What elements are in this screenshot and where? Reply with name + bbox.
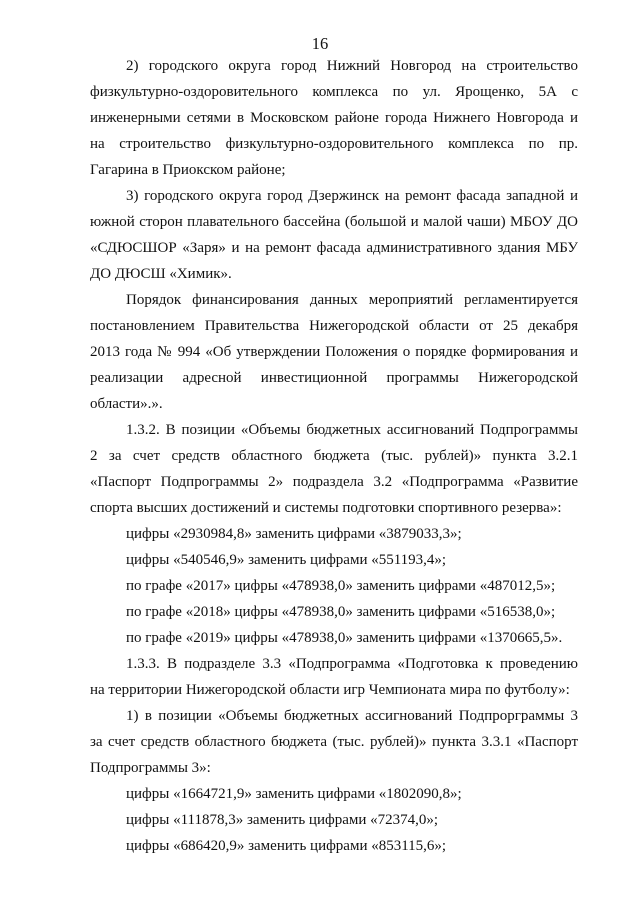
paragraph [90,599,578,625]
paragraph-line: реализации адресной инвестиционной программы Нижегородской [90,370,578,386]
paragraph-line: 1) в позиции «Объемы бюджетных ассигнований Подпрорграммы 3 [126,708,578,724]
paragraph [90,183,578,287]
paragraph-line: по графе «2019» цифры «478938,0» заменить цифрами «1370665,5». [126,630,563,646]
paragraph-line: 1.3.3. В подразделе 3.3 «Подпрограмма «Подготовка к проведению [126,656,578,672]
paragraph [90,521,578,547]
paragraph-line: по графе «2017» цифры «478938,0» заменить цифрами «487012,5»; [126,578,556,594]
paragraph [90,287,578,417]
document-body [90,53,578,859]
paragraph-line: «Паспорт Подпрограммы 2» подраздела 3.2 «Подпрограмма «Развитие [90,474,578,490]
paragraph [90,573,578,599]
paragraph [90,651,578,703]
paragraph-line: цифры «540546,9» заменить цифрами «551193,4»; [126,552,447,568]
paragraph [90,53,578,183]
paragraph-line: «СДЮСШОР «Заря» и на ремонт фасада административного здания МБУ [90,240,578,256]
paragraph-line: цифры «686420,9» заменить цифрами «853115,6»; [126,838,447,854]
paragraph-line: инженерными сетями в Московском районе города Нижнего Новгорода и [90,110,578,126]
paragraph-line: цифры «111878,3» заменить цифрами «72374,0»; [126,812,439,828]
paragraph-line: Подпрограммы 3»: [90,760,211,776]
paragraph-line: постановлением Правительства Нижегородской области от 25 декабря [90,318,578,334]
paragraph-line: области».». [90,396,163,412]
paragraph-line: по графе «2018» цифры «478938,0» заменить цифрами «516538,0»; [126,604,556,620]
paragraph [90,703,578,781]
paragraph-line: спорта высших достижений и системы подготовки спортивного резерва»: [90,500,562,516]
paragraph-line: Порядок финансирования данных мероприятий регламентируется [126,292,578,308]
paragraph [90,781,578,807]
paragraph-line: на строительство физкультурно-оздоровительного комплекса по пр. [90,136,578,152]
paragraph-line: южной сторон плавательного бассейна (большой и малой чаши) МБОУ ДО [90,214,578,230]
paragraph-line: ДО ДЮСШ «Химик». [90,266,232,282]
paragraph [90,547,578,573]
paragraph [90,417,578,521]
paragraph-line: 2 за счет средств областного бюджета (тыс. рублей)» пункта 3.2.1 [90,448,578,464]
paragraph-line: на территории Нижегородской области игр Чемпионата мира по футболу»: [90,682,570,698]
paragraph [90,625,578,651]
paragraph-line: 1.3.2. В позиции «Объемы бюджетных ассигнований Подпрограммы [126,422,578,438]
page-number: 16 [311,34,329,53]
paragraph-line: 2013 года № 994 «Об утверждении Положения о порядке формирования и [90,344,578,360]
paragraph-line: за счет средств областного бюджета (тыс. рублей)» пункта 3.3.1 «Паспорт [90,734,578,750]
paragraph [90,833,578,859]
paragraph-line: физкультурно-оздоровительного комплекса по ул. Ярощенко, 5А с [90,84,578,100]
paragraph [90,807,578,833]
paragraph-line: цифры «2930984,8» заменить цифрами «3879033,3»; [126,526,462,542]
paragraph-line: 3) городского округа город Дзержинск на ремонт фасада западной и [126,188,578,204]
paragraph-line: 2) городского округа город Нижний Новгород на строительство [126,58,578,74]
paragraph-line: Гагарина в Приокском районе; [90,162,286,178]
paragraph-line: цифры «1664721,9» заменить цифрами «1802090,8»; [126,786,462,802]
